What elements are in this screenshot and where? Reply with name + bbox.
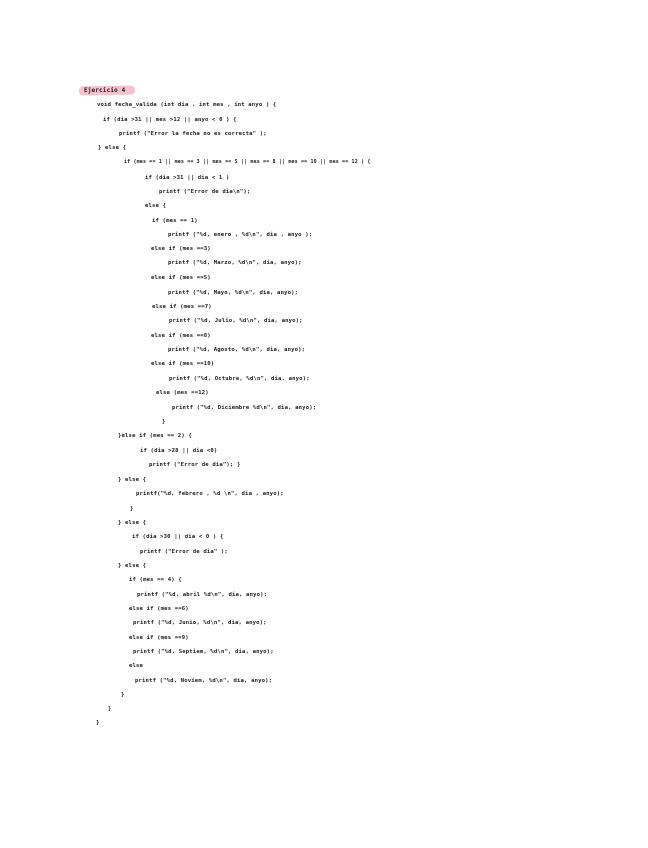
code-line: printf ("%d, Noviem, %d\n", dia, anyo); xyxy=(135,678,273,684)
code-line: } else { xyxy=(118,477,147,483)
code-line: else if (mes ==3) xyxy=(151,246,211,252)
code-line: if (dia >31 || dia < 1 ) xyxy=(145,175,230,181)
code-line: if (dia >28 || dia <0) xyxy=(140,448,218,454)
code-line: } else { xyxy=(118,520,147,526)
code-line: }else if (mes == 2) { xyxy=(118,433,192,439)
code-line: printf ("%d, Diciembre %d\n", dia, anyo); xyxy=(172,405,317,411)
code-line: } xyxy=(108,706,112,712)
code-line: printf ("%d, abril %d\n", dia, anyo); xyxy=(137,592,268,598)
code-line: printf ("%d, Octubre, %d\n", dia, anyo); xyxy=(169,376,310,382)
code-line: printf ("%d, Mayo, %d\n", dia, anyo); xyxy=(168,290,299,296)
code-line: printf ("Error la fecha no es correcta" ); xyxy=(119,131,267,137)
code-line: } else { xyxy=(98,145,127,151)
code-line: else { xyxy=(145,203,167,209)
code-line: else if (mes ==9) xyxy=(129,635,189,641)
code-line: if (mes == 1) xyxy=(152,218,198,224)
code-line: } xyxy=(96,720,100,726)
code-line: else xyxy=(129,663,144,669)
code-line: else (mes ==12) xyxy=(156,390,209,396)
code-line: printf ("%d, Septiem, %d\n", dia, anyo); xyxy=(133,649,274,655)
code-line: printf ("%d, Junio, %d\n", dia, anyo); xyxy=(133,620,267,626)
code-line: printf ("%d, Julio, %d\n", dia, anyo); xyxy=(169,318,303,324)
code-line: else if (mes ==10) xyxy=(151,361,215,367)
code-line: else if (mes ==5) xyxy=(151,275,211,281)
code-line: else if (mes ==8) xyxy=(151,333,211,339)
code-line: void fecha_valida (int dia , int mes , int anyo ) { xyxy=(97,102,277,108)
code-line: } xyxy=(130,506,134,512)
code-line: printf("%d, febrero , %d \n", dia , anyo); xyxy=(136,491,284,497)
code-line: } else { xyxy=(118,563,147,569)
code-line: } xyxy=(162,419,166,425)
code-line: printf ("Error de dia\n"); xyxy=(159,189,251,195)
code-line: if (mes == 1 || mes == 3 || mes == 5 || mes == 8 || mes == 10 || mes == 12 ) { xyxy=(124,159,371,165)
code-line: else if (mes ==7) xyxy=(152,304,212,310)
code-line: if (mes == 4) { xyxy=(129,577,182,583)
exercise-title: Ejercicio 4 xyxy=(84,87,126,94)
code-line: if (dia >30 || dia < 0 ) { xyxy=(132,534,224,540)
code-line: else if (mes ==6) xyxy=(129,606,189,612)
code-line: printf ("%d, enero , %d\n", dia , anyo ); xyxy=(168,232,313,238)
code-line: printf ("%d, Agosto, %d\n", dia, anyo); xyxy=(168,347,306,353)
code-line: printf ("Error de dia" ); xyxy=(140,549,228,555)
code-line: printf ("%d, Marzo, %d\n", dia, anyo); xyxy=(168,260,302,266)
code-line: if (dia >31 || mes >12 || anyo < 0 ) { xyxy=(103,117,237,123)
code-line: printf ("Error de dia"); } xyxy=(149,462,241,468)
code-line: } xyxy=(121,692,125,698)
